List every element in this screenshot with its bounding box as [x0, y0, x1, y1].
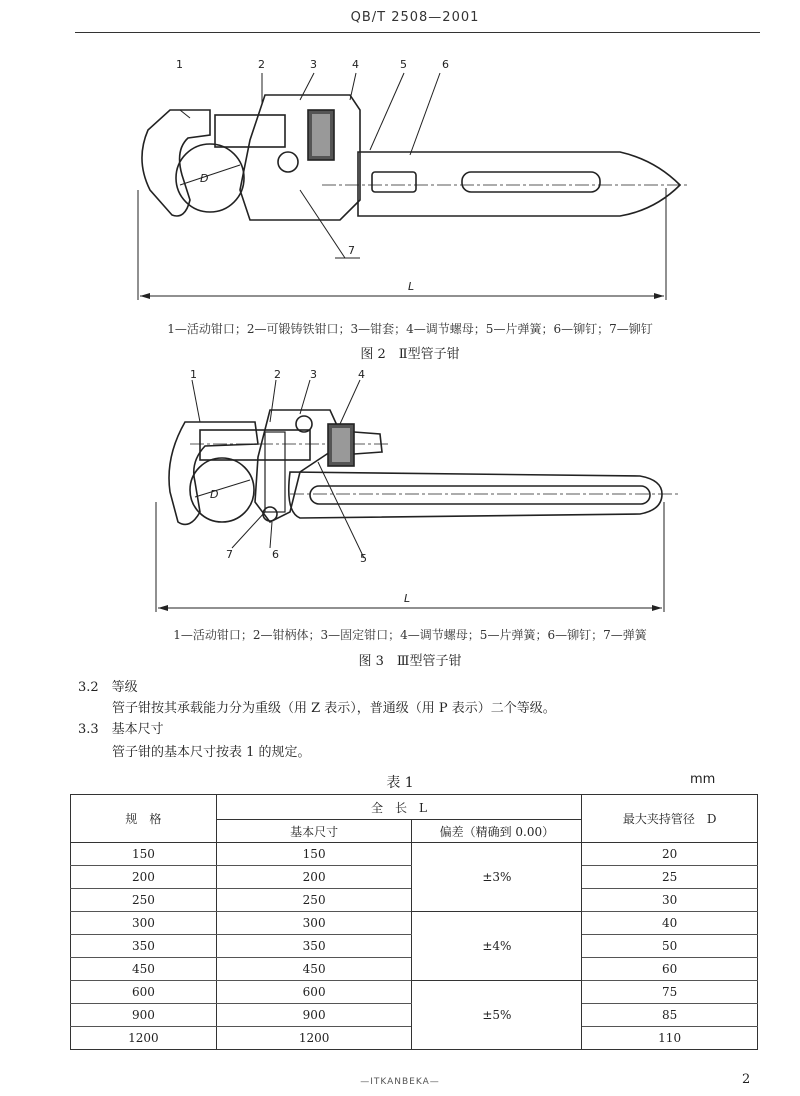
cell-spec: 300	[71, 912, 217, 935]
section-3-2-heading: 3.2 等级	[78, 680, 138, 695]
fig2-label-7: 7	[348, 244, 355, 257]
footer-watermark: —ITKANBEKA—	[360, 1077, 440, 1087]
fig2-label-5: 5	[400, 58, 407, 71]
cell-basic: 350	[216, 935, 412, 958]
table-1	[70, 794, 758, 1050]
cell-max-d: 20	[582, 843, 758, 866]
cell-spec: 450	[71, 958, 217, 981]
fig2-label-4: 4	[352, 58, 359, 71]
cell-basic: 250	[216, 889, 412, 912]
fig3-dim-d: D	[210, 488, 219, 501]
figure-2-caption: 图 2 Ⅱ型管子钳	[360, 347, 460, 362]
cell-max-d: 40	[582, 912, 758, 935]
table-row	[71, 843, 758, 866]
standard-code-header: QB/T 2508—2001	[350, 10, 480, 25]
cell-spec: 600	[71, 981, 217, 1004]
fig2-dim-d: D	[200, 172, 209, 185]
cell-max-d: 85	[582, 1004, 758, 1027]
cell-max-d: 60	[582, 958, 758, 981]
cell-spec: 200	[71, 866, 217, 889]
cell-basic: 1200	[216, 1027, 412, 1050]
header-basic-size: 基本尺寸	[216, 820, 412, 843]
table-1-caption: 表 1	[386, 775, 414, 791]
header-max-d: 最大夹持管径 D	[582, 795, 758, 843]
header-tolerance: 偏差（精确到 0.00）	[412, 820, 582, 843]
figure-3-drawing	[0, 362, 800, 624]
fig2-label-3: 3	[310, 58, 317, 71]
cell-tolerance: ±4%	[412, 912, 582, 981]
fig3-label-7: 7	[226, 548, 233, 561]
cell-spec: 900	[71, 1004, 217, 1027]
cell-max-d: 110	[582, 1027, 758, 1050]
header-length: 全 长 L	[216, 795, 581, 820]
cell-basic: 200	[216, 866, 412, 889]
fig3-dim-l: L	[404, 592, 411, 605]
cell-max-d: 30	[582, 889, 758, 912]
cell-spec: 350	[71, 935, 217, 958]
cell-tolerance: ±3%	[412, 843, 582, 912]
cell-basic: 600	[216, 981, 412, 1004]
figure-3-legend: 1—活动钳口；2—钳柄体；3—固定钳口；4—调节螺母；5—片弹簧；6—铆钉；7—弹簧	[173, 628, 647, 642]
cell-tolerance: ±5%	[412, 981, 582, 1050]
fig3-label-1: 1	[190, 368, 197, 381]
fig3-label-4: 4	[358, 368, 365, 381]
cell-max-d: 50	[582, 935, 758, 958]
table-row	[71, 912, 758, 935]
cell-spec: 250	[71, 889, 217, 912]
cell-max-d: 75	[582, 981, 758, 1004]
cell-basic: 450	[216, 958, 412, 981]
header-spec: 规 格	[71, 795, 217, 843]
fig2-label-6: 6	[442, 58, 449, 71]
cell-basic: 150	[216, 843, 412, 866]
table-row	[71, 981, 758, 1004]
fig3-label-5: 5	[360, 552, 367, 565]
figure-3-caption: 图 3 Ⅲ型管子钳	[358, 654, 462, 669]
section-3-2-text: 管子钳按其承载能力分为重级（用 Z 表示），普通级（用 P 表示）二个等级。	[112, 701, 556, 716]
fig2-dim-l: L	[408, 280, 415, 293]
cell-spec: 150	[71, 843, 217, 866]
cell-basic: 300	[216, 912, 412, 935]
section-3-3-text: 管子钳的基本尺寸按表 1 的规定。	[112, 745, 311, 760]
fig2-label-2: 2	[258, 58, 265, 71]
cell-basic: 900	[216, 1004, 412, 1027]
cell-spec: 1200	[71, 1027, 217, 1050]
fig3-label-2: 2	[274, 368, 281, 381]
figure-2-legend: 1—活动钳口；2—可锻铸铁钳口；3—钳套；4—调节螺母；5—片弹簧；6—铆钉；7—铆钉	[167, 322, 653, 336]
fig3-label-3: 3	[310, 368, 317, 381]
section-3-3-heading: 3.3 基本尺寸	[78, 722, 164, 737]
figure-2-drawing	[0, 40, 800, 315]
table-1-unit: mm	[690, 772, 716, 787]
page-number: 2	[742, 1072, 751, 1087]
fig2-label-1: 1	[176, 58, 183, 71]
fig3-label-6: 6	[272, 548, 279, 561]
cell-max-d: 25	[582, 866, 758, 889]
header-rule	[75, 32, 760, 33]
